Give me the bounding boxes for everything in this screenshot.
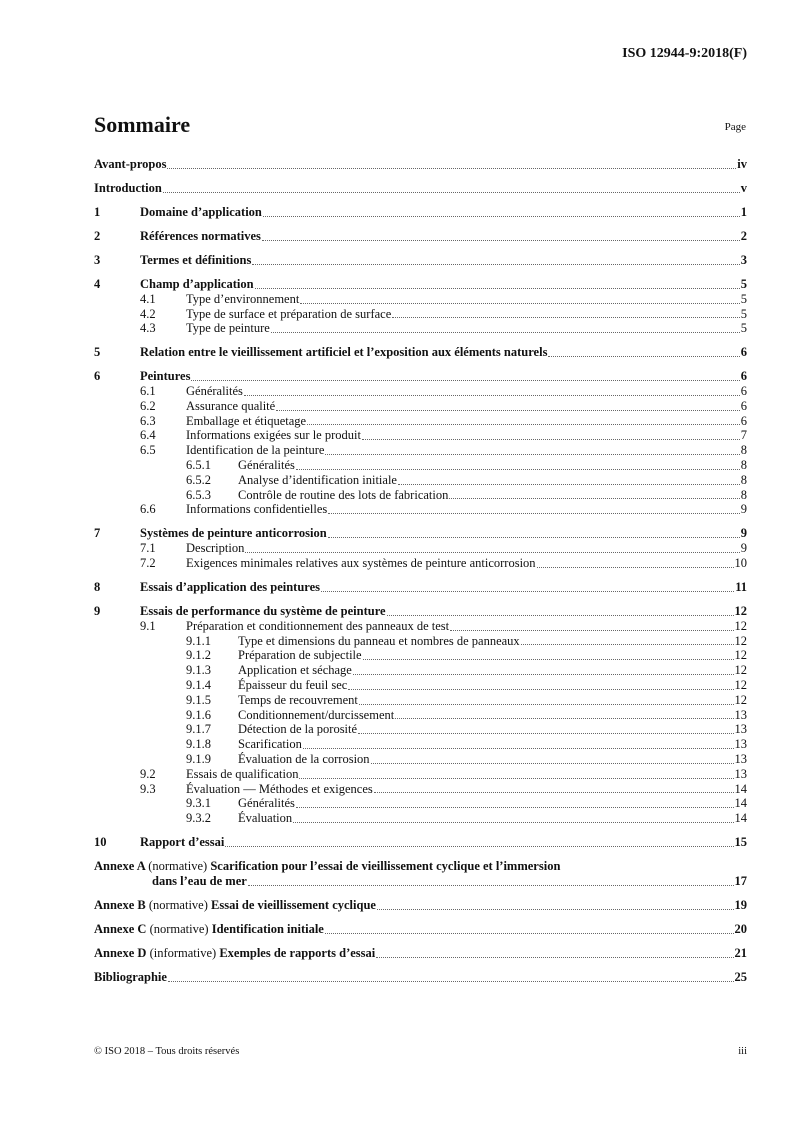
toc-entry[interactable] [94,811,747,826]
toc-entry-title [94,922,324,937]
dot-leader [296,807,734,808]
dot-leader [163,192,740,193]
dot-leader [374,792,734,793]
toc-section-number: 6.4 [140,428,156,443]
toc-entry-title: Informations confidentielles [186,502,328,517]
toc-entry-title: Évaluation — Méthodes et exigences [186,781,373,796]
annex-title: Scarification pour l’essai de vieillissement cyclique et l’immersion [210,859,561,874]
toc-section-number: 5 [94,345,101,360]
toc-entry[interactable] [94,782,747,797]
toc-page: 14 [734,781,747,796]
toc-section-number: 9.1.8 [186,737,211,752]
table-of-contents [94,157,747,985]
toc-page: 13 [734,722,747,737]
annex-label: Annexe A [94,859,146,874]
toc-entry-title: Avant-propos [94,157,167,171]
annex-label: Annexe D [94,945,147,960]
toc-entry[interactable] [94,859,747,874]
toc-page: 1 [740,204,747,219]
toc-section-number: 8 [94,580,101,595]
toc-entry-title: Assurance qualité [186,398,276,413]
toc-page: 12 [734,633,747,648]
toc-section-number: 6.5.1 [186,458,211,473]
dot-leader [225,846,733,847]
toc-entry[interactable] [94,541,747,556]
dot-leader [363,659,734,660]
dot-leader [537,567,734,568]
document-id-header: ISO 12944-9:2018(F) [622,46,747,61]
dot-leader [387,615,734,616]
toc-section-number: 6.5.3 [186,487,211,502]
toc-entry-title: Domaine d’application [140,204,262,219]
toc-page: 5 [740,321,747,336]
toc-entry-title: Rapport d’essai [140,835,225,850]
toc-entry-title: Scarification [238,737,302,752]
toc-entry-title: Évaluation de la corrosion [238,751,370,766]
dot-leader [348,689,733,690]
dot-leader [263,216,740,217]
toc-page: 6 [740,384,747,399]
toc-section-number: 6.5.2 [186,472,211,487]
toc-section-number: 9 [94,604,101,618]
toc-entry[interactable] [94,693,747,708]
toc-page: 8 [740,472,747,487]
toc-page: 21 [734,945,747,960]
toc-entry[interactable] [94,502,747,517]
toc-page: 8 [740,458,747,473]
toc-entry-title: Essais d’application des peintures [140,580,321,595]
dot-leader [248,885,734,886]
toc-entry-title: Relation entre le vieillissement artificiel et l’exposition aux éléments naturels [140,345,548,360]
toc-entry-title: Peintures [140,369,191,384]
dot-leader [449,498,739,499]
toc-entry[interactable] [94,556,747,571]
toc-entry-title: Type d’environnement [186,291,300,306]
annex-label: Annexe C [94,921,147,936]
toc-entry[interactable] [94,414,747,429]
annex-kind: (normative) [148,859,208,874]
toc-entry[interactable] [94,253,747,268]
toc-page: 9 [740,502,747,517]
toc-page: 13 [734,751,747,766]
toc-page: 12 [734,648,747,663]
dot-leader [362,439,740,440]
toc-section-number: 9.1.9 [186,751,211,766]
toc-page: 6 [740,345,747,360]
dot-leader [252,264,739,265]
dot-leader [376,957,733,958]
footer [94,1046,747,1057]
toc-page: 12 [734,604,747,618]
toc-section-number: 7.1 [140,541,156,556]
toc-section-number: 6.1 [140,384,156,399]
toc-entry[interactable] [94,399,747,414]
toc-entry[interactable] [94,205,747,220]
toc-section-number: 6.5 [140,443,156,458]
toc-entry[interactable] [94,767,747,782]
toc-entry-title: Termes et définitions [140,252,252,267]
toc-page: 6 [740,398,747,413]
toc-page: 2 [740,228,747,243]
toc-page: 7 [740,428,747,443]
dot-leader [450,630,733,631]
toc-page: 14 [734,796,747,811]
toc-entry-title: Exigences minimales relatives aux systèmes de peinture anticorrosion [186,556,536,571]
toc-entry-title [94,859,560,874]
dot-leader [167,168,736,169]
dot-leader [303,748,734,749]
dot-leader [377,909,734,910]
toc-section-number: 9.1.1 [186,633,211,648]
toc-entry[interactable] [94,345,747,360]
toc-section-number: 9.3 [140,781,156,796]
toc-page: 13 [734,737,747,752]
dot-leader [276,410,740,411]
toc-entry[interactable] [94,321,747,336]
dot-leader [353,674,734,675]
toc-entry[interactable] [94,752,747,767]
toc-page: 3 [740,252,747,267]
toc-entry-title: Temps de recouvrement [238,692,358,707]
toc-page: 5 [740,306,747,321]
toc-entry-title: Type de peinture [186,321,270,336]
toc-section-number: 7.2 [140,556,156,571]
toc-entry-title: Introduction [94,180,162,195]
toc-entry[interactable] [94,663,747,678]
toc-entry-title: Essais de performance du système de peinture [140,604,386,618]
toc-section-number: 2 [94,228,101,243]
toc-page: 20 [734,921,747,936]
toc-entry-title-line2: dans l’eau de mer [152,873,247,888]
dot-leader [328,513,739,514]
toc-entry-title: Informations exigées sur le produit [186,428,361,443]
toc-entry[interactable] [94,619,747,634]
toc-page: 12 [734,677,747,692]
toc-page: 12 [734,692,747,707]
toc-entry[interactable] [94,384,747,399]
toc-entry-title: Type de surface et préparation de surface [186,306,392,321]
toc-section-number: 1 [94,204,101,219]
toc-entry[interactable] [94,473,747,488]
toc-page: 8 [740,443,747,458]
toc-section-number: 9.1.6 [186,707,211,722]
toc-page: 9 [740,541,747,556]
annex-kind: (normative) [148,897,208,912]
toc-entry-title: Contrôle de routine des lots de fabrication [238,487,449,502]
toc-entry[interactable] [94,678,747,693]
annex-kind: (informative) [149,945,217,960]
toc-page: 25 [734,969,747,984]
toc-entry-title: Préparation et conditionnement des panneaux de test [186,618,450,633]
dot-leader [168,981,734,982]
toc-entry[interactable] [94,634,747,649]
dot-leader [262,240,740,241]
toc-entry[interactable] [94,526,747,541]
dot-leader [395,718,733,719]
dot-leader [398,484,740,485]
dot-leader [328,537,740,538]
toc-entry-title: Analyse d’identification initiale [238,472,397,487]
dot-leader [321,591,734,592]
toc-entry-title: Identification de la peinture [186,443,325,458]
toc-entry[interactable] [94,307,747,322]
toc-entry[interactable] [94,428,747,443]
toc-page: 12 [734,663,747,678]
toc-entry-title [94,946,375,961]
toc-section-number: 6.2 [140,398,156,413]
toc-page: 15 [734,835,747,850]
toc-entry[interactable] [94,157,747,172]
toc-entry[interactable] [94,292,747,307]
toc-page: 13 [734,766,747,781]
toc-section-number: 9.1 [140,618,156,633]
annex-title: Essai de vieillissement cyclique [211,897,376,912]
dot-leader [548,356,739,357]
toc-section-number: 10 [94,835,107,850]
toc-entry[interactable] [94,722,747,737]
dot-leader [293,822,733,823]
toc-entry[interactable] [94,835,747,850]
toc-section-number: 6.3 [140,413,156,428]
toc-entry[interactable] [94,277,747,292]
toc-entry-title: Généralités [238,796,295,811]
toc-section-number: 9.1.4 [186,677,211,692]
dot-leader [358,733,733,734]
dot-leader [392,317,739,318]
toc-page: 6 [740,413,747,428]
toc-section-number: 6 [94,369,101,384]
dot-leader [245,552,739,553]
page-number: iii [738,1046,747,1057]
toc-entry-title: Épaisseur du feuil sec [238,677,348,692]
copyright-notice: © ISO 2018 – Tous droits réservés [94,1046,240,1057]
dot-leader [307,424,740,425]
toc-page: 11 [735,580,747,595]
toc-entry[interactable] [94,922,747,937]
toc-entry[interactable] [94,737,747,752]
toc-entry[interactable] [94,181,747,196]
toc-section-number: 9.1.7 [186,722,211,737]
toc-entry-title: Préparation de subjectile [238,648,362,663]
toc-entry-title: Champ d’application [140,276,254,291]
toc-section-number: 9.1.5 [186,692,211,707]
toc-entry[interactable] [94,708,747,723]
toc-entry[interactable] [94,229,747,244]
toc-entry-title: Bibliographie [94,969,167,984]
toc-entry-title: Généralités [186,384,243,399]
page-column-label: Page [724,121,746,133]
toc-entry-title: Détection de la porosité [238,722,358,737]
toc-page: 6 [740,369,747,384]
toc-page: 5 [740,276,747,291]
toc-section-number: 4.2 [140,306,156,321]
toc-entry[interactable] [94,488,747,503]
dot-leader [271,332,740,333]
toc-page: 14 [734,811,747,826]
toc-entry-title: Emballage et étiquetage [186,413,307,428]
toc-entry-title: Généralités [238,458,295,473]
toc-section-number: 9.1.2 [186,648,211,663]
toc-section-number: 4 [94,276,101,291]
toc-section-number: 9.3.1 [186,796,211,811]
dot-leader [255,288,740,289]
dot-leader [300,303,739,304]
toc-entry-title: Essais de qualification [186,766,299,781]
dot-leader [244,395,740,396]
toc-page: 10 [734,556,747,571]
toc-section-number: 3 [94,252,101,267]
toc-entry-title: Références normatives [140,228,261,243]
toc-page: 5 [740,291,747,306]
toc-entry-title: Description [186,541,245,556]
toc-entry-title: Type et dimensions du panneau et nombres de panneaux [238,633,520,648]
toc-entry-title: Application et séchage [238,663,352,678]
dot-leader [371,763,734,764]
toc-section-number: 9.2 [140,766,156,781]
dot-leader [325,454,739,455]
toc-entry[interactable] [94,604,747,619]
page-title: Sommaire [94,112,191,137]
toc-entry-title [94,898,376,913]
toc-entry[interactable] [94,458,747,473]
toc-entry-title: Systèmes de peinture anticorrosion [140,526,327,541]
toc-entry[interactable] [94,580,747,595]
toc-entry-title: Conditionnement/durcissement [238,707,395,722]
toc-page: 8 [740,487,747,502]
toc-entry-continuation [94,874,747,889]
toc-entry[interactable] [94,443,747,458]
dot-leader [521,644,734,645]
toc-page: 9 [740,526,747,541]
toc-page: iv [737,157,747,171]
toc-entry[interactable] [94,970,747,985]
toc-section-number: 9.3.2 [186,811,211,826]
dot-leader [296,469,740,470]
toc-entry[interactable] [94,898,747,913]
annex-kind: (normative) [149,921,209,936]
toc-page: 19 [734,897,747,912]
toc-entry[interactable] [94,946,747,961]
toc-section-number: 4.1 [140,291,156,306]
toc-entry[interactable] [94,369,747,384]
toc-page: 17 [734,873,747,888]
annex-label: Annexe B [94,897,146,912]
toc-page: 13 [734,707,747,722]
dot-leader [299,778,733,779]
toc-section-number: 4.3 [140,321,156,336]
toc-section-number: 7 [94,526,101,541]
toc-section-number: 9.1.3 [186,663,211,678]
toc-entry[interactable] [94,648,747,663]
annex-title: Identification initiale [211,921,324,936]
toc-page: 12 [734,618,747,633]
toc-page: v [740,180,747,195]
dot-leader [325,933,734,934]
dot-leader [191,380,739,381]
annex-title: Exemples de rapports d’essai [219,945,376,960]
dot-leader [359,704,734,705]
toc-entry[interactable] [94,796,747,811]
toc-section-number: 6.6 [140,502,156,517]
toc-entry-title: Évaluation [238,811,293,826]
